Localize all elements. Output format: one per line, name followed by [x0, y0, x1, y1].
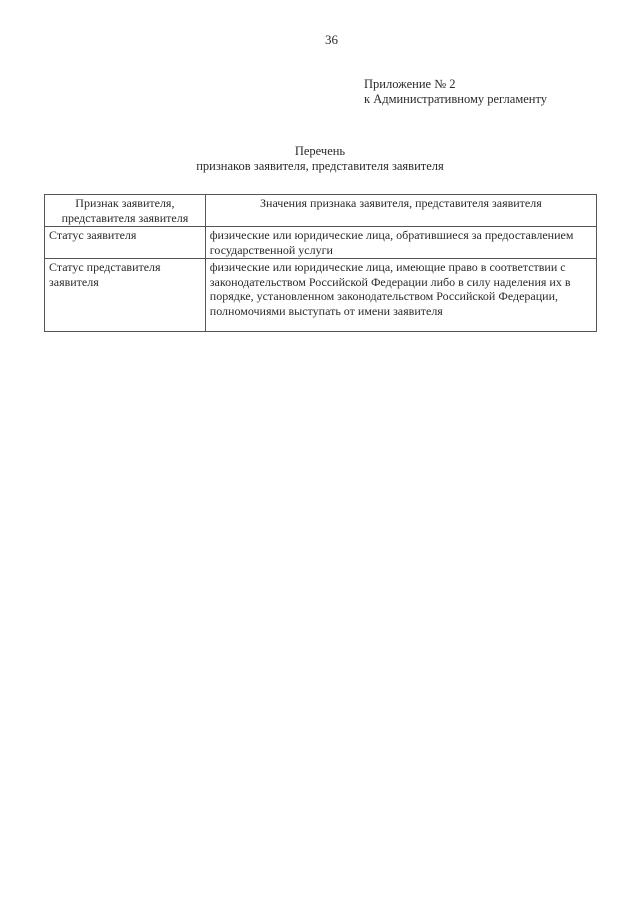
cell-value: физические или юридические лица, имеющие право в соответствии с законодательством Российской Федерации либо в силу наделения их в порядке, установленном законодательством Российской Федерации, полномочиями выступать от имени заявителя: [205, 259, 596, 332]
cell-attribute: Статус представителя заявителя: [45, 259, 206, 332]
cell-attribute: Статус заявителя: [45, 227, 206, 259]
page-number: 36: [325, 32, 338, 47]
document-title: [0, 144, 640, 174]
title-line-1: Перечень: [294, 144, 346, 158]
title-line-2: признаков заявителя, представителя заявителя: [196, 159, 444, 173]
appendix-note: [364, 77, 547, 107]
applicant-attributes-table: [44, 194, 597, 332]
header-attribute: Признак заявителя, представителя заявителя: [45, 195, 206, 227]
cell-value: физические или юридические лица, обратившиеся за предоставлением государственной услуги: [205, 227, 596, 259]
appendix-line-2: к Административному регламенту: [364, 92, 548, 106]
table-header-row: [45, 195, 597, 227]
appendix-line-1: Приложение № 2: [364, 77, 456, 91]
header-value: Значения признака заявителя, представителя заявителя: [205, 195, 596, 227]
table-row: [45, 259, 597, 332]
table-row: [45, 227, 597, 259]
